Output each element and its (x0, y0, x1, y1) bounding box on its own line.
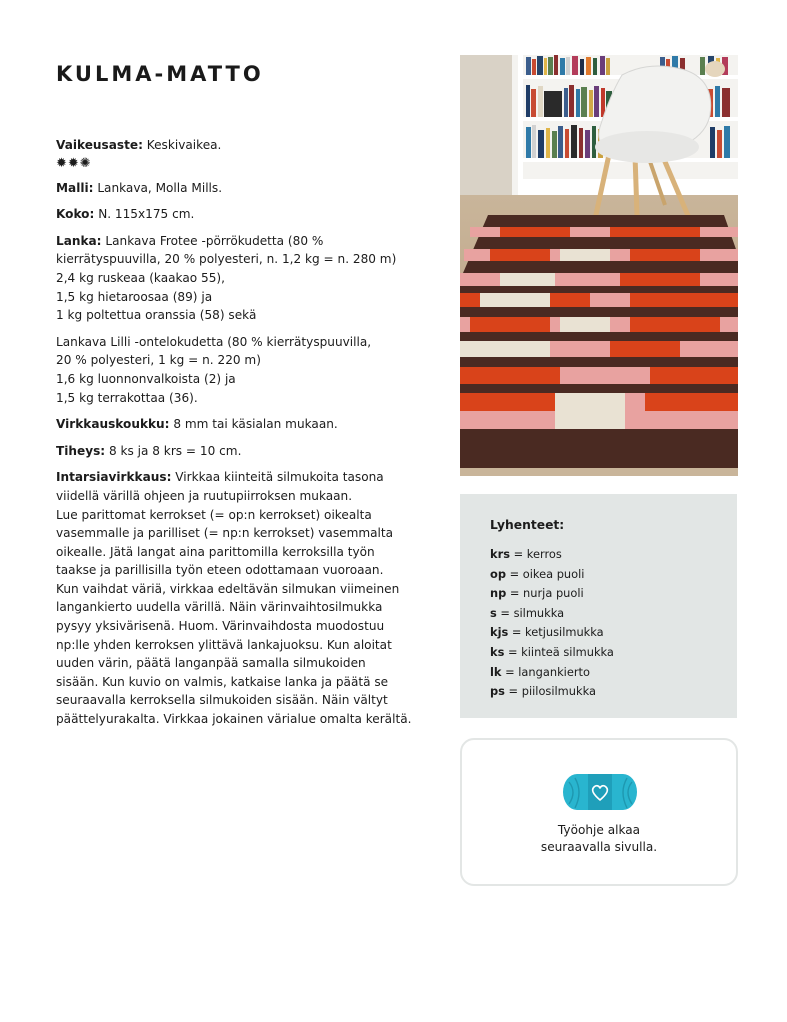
intarsia-line: vasemmalle ja parilliset (= np:n kerrokset) vasemmalta (56, 526, 394, 541)
difficulty-value: Keskivaikea. (142, 138, 222, 152)
difficulty (56, 136, 401, 173)
size-value: N. 115x175 cm. (94, 207, 195, 222)
yarn-2 (56, 333, 401, 407)
abbreviation-term: op (490, 566, 506, 581)
intarsia-line: päättelyurakalta. Virkkaa jokainen värialue omalta kerältä. (56, 712, 412, 727)
abbreviation-term: ks (490, 644, 505, 659)
yarn-1-line (56, 232, 401, 251)
intarsia-line: langankierto uudella värillä. Näin värinvaihtosilmukka (56, 600, 383, 615)
intarsia-line: Kun vaihdat väriä, virkkaa edeltävän silmukan viimeinen (56, 581, 400, 596)
abbreviation-item (490, 565, 614, 585)
intarsia-line: Lue parittomat kerrokset (= op:n kerrokset) oikealta (56, 507, 372, 522)
callout-line: Työohje alkaa (557, 823, 641, 837)
intarsia-line: taakse ja parillisilla työn eteen odottamaan vuoroaan. (56, 563, 384, 578)
intarsia-line: sisään. Kun kuvio on valmis, katkaise lanka ja päätä se (56, 674, 389, 689)
hook (56, 415, 401, 434)
size-label: Koko: (56, 207, 95, 222)
yarn-1-line: 1,5 kg hietaroosaa (89) ja (56, 289, 213, 304)
yarn-1-line: kierrätyspuuvilla, 20 % polyesteri, n. 1,2 kg = n. 280 m) (56, 252, 397, 267)
intarsia-line: np:lle yhden kerroksen ylittävä lankajuoksu. Kun aloitat (56, 637, 392, 652)
abbreviation-meaning: = nurja puoli (506, 586, 584, 601)
yarn-1 (56, 232, 401, 325)
abbreviation-item (490, 604, 614, 624)
intarsia-line: pysyy yksivärisenä. Huom. Värinvaihdosta muodostuu (56, 619, 385, 634)
abbreviation-item (490, 643, 614, 663)
pattern-details (56, 136, 412, 737)
yarn-1-text: Lankava Frotee -pörrökudetta (80 % (105, 233, 324, 248)
yarn-label: Lanka: (56, 233, 102, 248)
hook-label: Virkkauskoukku: (56, 417, 170, 432)
abbreviations-list (490, 545, 614, 702)
yarn-2-line: 1,6 kg luonnonvalkoista (2) ja (56, 371, 236, 386)
yarn-1-line: 1 kg poltettua oranssia (58) sekä (56, 308, 257, 323)
abbreviation-term: np (490, 586, 507, 601)
abbreviation-meaning: = silmukka (496, 605, 565, 620)
yarn-2-line: 20 % polyesteri, 1 kg = n. 220 m) (56, 353, 261, 368)
abbreviation-term: krs (490, 547, 510, 561)
abbreviation-meaning: = oikea puoli (505, 566, 585, 581)
callout-text (462, 822, 736, 855)
abbreviations-panel (460, 494, 737, 718)
callout-line: seuraavalla sivulla. (540, 839, 658, 854)
yarn-2-line: Lankava Lilli -ontelokudetta (80 % kierrätyspuuvilla, (56, 334, 372, 349)
intarsia (56, 468, 412, 728)
intarsia-line: oikealle. Jätä langat aina parittomilla kerroksilla työn (56, 544, 375, 559)
intarsia-line: seuraavalla kerroksella silmukoiden sisään. Näin vältyt (56, 693, 388, 708)
yarn-1-line: 2,4 kg ruskeaa (kaakao 55), (56, 270, 225, 285)
abbreviation-item (490, 682, 614, 702)
gauge-label: Tiheys: (56, 443, 106, 458)
intarsia-line: uuden värin, päätä langanpää samalla silmukoiden (56, 656, 366, 671)
model-value: Lankava, Molla Mills. (93, 180, 223, 195)
gauge-value: 8 ks ja 8 krs = 10 cm. (105, 443, 242, 458)
size (56, 205, 401, 224)
intarsia-line: viidellä värillä ohjeen ja ruutupiirroksen mukaan. (56, 488, 353, 503)
intarsia-text: Virkkaa kiinteitä silmukoita tasona (171, 470, 384, 485)
abbreviation-meaning: = kerros (509, 547, 562, 561)
abbreviation-meaning: = kiinteä silmukka (504, 644, 614, 659)
rug-photo (460, 55, 738, 476)
abbreviation-meaning: = piilosilmukka (504, 684, 596, 699)
model-label: Malli: (56, 180, 94, 195)
page-title: KULMA-MATTO (56, 62, 264, 86)
abbreviation-term: s (490, 605, 497, 620)
abbreviation-item (490, 623, 614, 643)
abbreviation-item (490, 584, 614, 604)
abbreviation-term: ps (490, 684, 505, 699)
crochet-rug (460, 215, 738, 476)
intarsia-label: Intarsiavirkkaus: (56, 470, 172, 485)
model (56, 179, 401, 198)
abbreviation-meaning: = ketjusilmukka (508, 625, 604, 640)
abbreviation-meaning: = langankierto (501, 664, 590, 679)
yarn-heart-icon (563, 770, 637, 814)
gauge (56, 442, 401, 461)
intarsia-line (56, 468, 401, 487)
yarn-2-line: 1,5 kg terrakottaa (36). (56, 390, 198, 405)
hook-value: 8 mm tai käsialan mukaan. (169, 417, 338, 432)
rug-photo-illustration (460, 55, 738, 476)
abbreviation-item (490, 663, 614, 683)
abbreviations-title: Lyhenteet: (490, 518, 565, 532)
difficulty-stars-icon: ✹✹✺ (56, 155, 92, 171)
abbreviation-term: kjs (490, 625, 509, 640)
next-page-callout (460, 738, 738, 886)
abbreviation-term: lk (490, 664, 502, 679)
abbreviation-item (490, 545, 614, 565)
difficulty-label: Vaikeusaste: (56, 138, 143, 152)
